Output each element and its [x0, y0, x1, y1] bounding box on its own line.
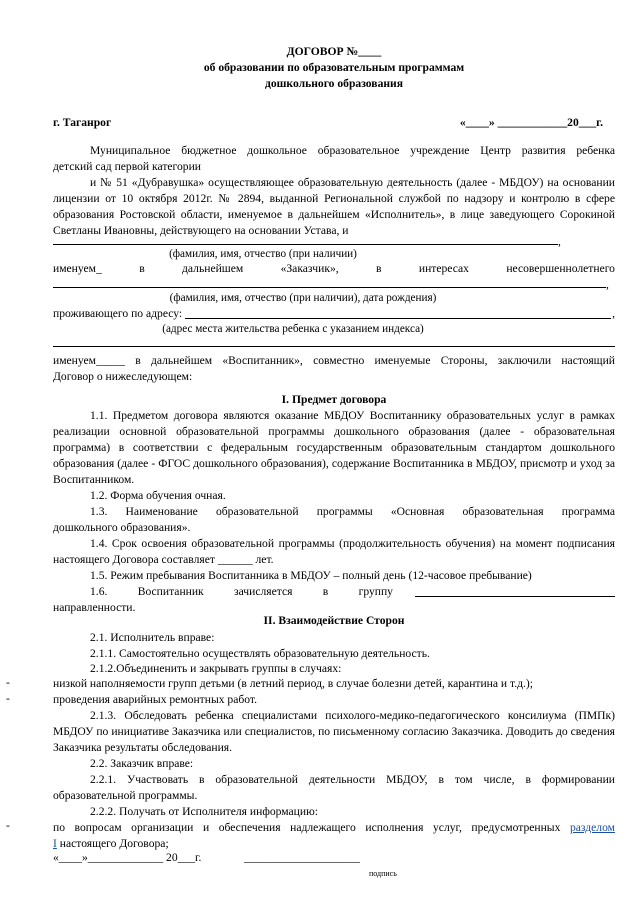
document-title: ДОГОВОР №____: [286, 45, 382, 58]
bullet-low-occupancy: низкой наполняемости групп детьми (в летний период, в случае болезни детей, карантина и т.д.);: [53, 677, 534, 690]
closing-line-1: именуем_____ в дальнейшем «Воспитанник», совместно именуемые Стороны, заключили настоящий: [53, 354, 615, 367]
bullet-mark: -: [6, 692, 10, 705]
preamble-paragraph-1: Муниципальное бюджетное дошкольное образовательное учреждение Центр развития ребенка детский сад первой категории: [53, 144, 615, 173]
child-name-caption: (фамилия, имя, отчество (при наличии), дата рождения): [169, 292, 437, 304]
address-field[interactable]: [185, 308, 611, 319]
city: г. Таганрог: [53, 116, 112, 129]
section-1-heading: I. Предмет договора: [281, 393, 387, 406]
bullet-information: по вопросам организации и обеспечения надлежащего исполнения услуг, предусмотренных разделом I настоящего Договора;: [53, 821, 616, 850]
document-subtitle-line-2: дошкольного образования: [264, 77, 404, 90]
section-1-link[interactable]: разделом: [569, 821, 616, 834]
group-name-field[interactable]: [415, 586, 615, 597]
bullet-mark: -: [6, 676, 10, 689]
document-subtitle-line-1: об образовании по образовательным программам: [203, 61, 465, 74]
address-caption: (адрес места жительства ребенка с указанием индекса): [162, 323, 424, 335]
customer-name-blank[interactable]: ,: [53, 234, 615, 250]
city-date-row: [53, 115, 615, 131]
bullet-mark: -: [6, 819, 10, 832]
clause-1-3: 1.3. Наименование образовательной программы «Основная образовательная программа дошкольного образования».: [53, 505, 615, 534]
clause-2-2-1: 2.2.1. Участвовать в образовательной деятельности МБДОУ, в том числе, в формировании образовательной программы.: [53, 773, 615, 802]
clause-1-1: 1.1. Предметом договора являются оказание МБДОУ Воспитаннику образовательных услуг в рамках реализации основной образовательной программы дошкольного образования (далее - образовательная программа) в соответствии с федеральным государственным образовательным стандартом дошкольного образования (далее - ФГОС дошкольного образования), содержание Воспитанника в МБДОУ, присмотр и уход за Воспитанником.: [53, 409, 615, 486]
preamble-paragraph-2: и № 51 «Дубравушка» осуществляющее образовательную деятельность (далее - МБДОУ) на основании лицензии от 10 октября 2012г. № 2894, выданной Региональной службой по надзору и контролю в сфере образования Ростовской области, именуемое в дальнейшем «Исполнитель», в лице заведующего Сорокиной Светланы Ивановны, действующего на основании Устава, и: [53, 176, 615, 237]
clause-2-1-3: 2.1.3. Обследовать ребенка специалистами психолого-медико-педагогического консилиума (ПМПк) МБДОУ по инициативе Заказчика или специалистов, по письменному согласию Заказчика. Доводить до сведения Заказчика результаты обследования.: [53, 709, 615, 754]
clause-1-4: 1.4. Срок освоения образовательной программы (продолжительность обучения) на момент подписания настоящего Договора составляет ______ лет.: [53, 537, 615, 566]
address-row: проживающего по адресу: ,: [53, 307, 615, 320]
clause-2-2: 2.2. Заказчик вправе:: [90, 757, 194, 770]
contract-date: «____» ____________20___г.: [459, 116, 603, 129]
footer-signature-line[interactable]: ____________________: [244, 851, 360, 864]
footer-signature-caption: подпись: [369, 869, 397, 878]
section-1-link-number[interactable]: I: [53, 837, 57, 850]
section-2-heading: II. Взаимодействие Сторон: [263, 614, 405, 627]
customer-named-row: именуем_ в дальнейшем «Заказчик», в интересах несовершеннолетнего: [53, 262, 615, 275]
clause-2-1-1: 2.1.1. Самостоятельно осуществлять образовательную деятельность.: [90, 647, 430, 660]
clause-2-1: 2.1. Исполнитель вправе:: [90, 631, 215, 644]
footer-date-line: «____»_____________ 20___г.: [53, 851, 202, 864]
clause-1-5: 1.5. Режим пребывания Воспитанника в МБДОУ – полный день (12-часовое пребывание): [90, 569, 532, 582]
child-name-blank[interactable]: ,: [53, 277, 615, 293]
customer-name-caption: (фамилия, имя, отчество (при наличии): [169, 248, 357, 260]
closing-line-2: Договор о нижеследующем:: [53, 370, 193, 383]
clause-1-6: 1.6. Воспитанник зачисляется в группу: [53, 584, 615, 600]
clause-1-2: 1.2. Форма обучения очная.: [90, 489, 226, 502]
clause-2-1-2: 2.1.2.Объединенить и закрывать группы в случаях:: [90, 662, 342, 675]
bullet-repair-works: проведения аварийных ремонтных работ.: [53, 693, 258, 706]
address-label: проживающего по адресу:: [53, 307, 183, 320]
clause-2-2-2: 2.2.2. Получать от Исполнителя информацию:: [90, 805, 318, 818]
clause-1-6-line-2: направленности.: [53, 601, 136, 614]
address-blank-line[interactable]: [53, 336, 615, 347]
